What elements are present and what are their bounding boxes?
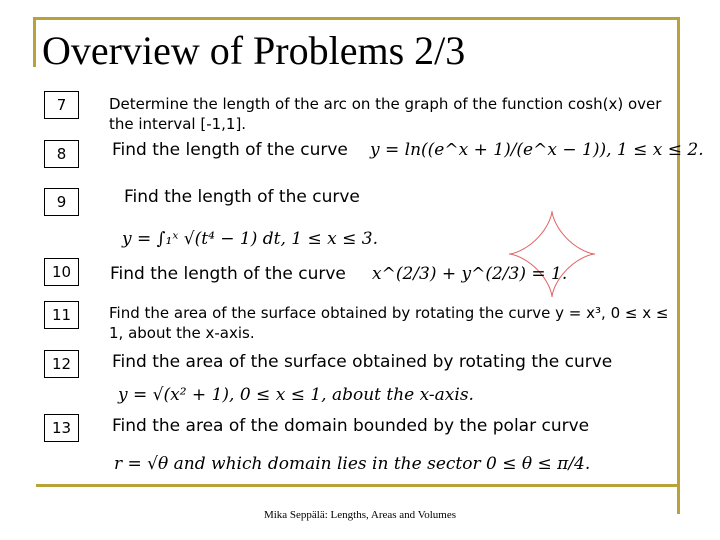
problem-8-formula: y = ln((e^x + 1)/(e^x − 1)), 1 ≤ x ≤ 2.: [370, 140, 704, 160]
slide-frame-right: [677, 17, 680, 514]
slide-frame-top: [36, 17, 679, 20]
problem-9-formula: y = ∫₁ˣ √(t⁴ − 1) dt, 1 ≤ x ≤ 3.: [122, 229, 379, 249]
slide-frame-bottom: [36, 484, 679, 487]
problem-9-text: Find the length of the curve: [124, 187, 360, 207]
problem-13-text: Find the area of the domain bounded by the polar curve: [112, 416, 590, 436]
problem-12-formula: y = √(x² + 1), 0 ≤ x ≤ 1, about the x-axis.: [118, 385, 474, 405]
problem-10-formula: x^(2/3) + y^(2/3) = 1.: [372, 264, 568, 284]
problem-8-text: Find the length of the curve: [112, 140, 348, 160]
problem-12-text: Find the area of the surface obtained by rotating the curve: [112, 352, 613, 372]
problem-number-10: 10: [44, 258, 79, 286]
problem-13-formula: r = √θ and which domain lies in the sector 0 ≤ θ ≤ π/4.: [114, 454, 591, 474]
slide-title: Overview of Problems 2/3: [42, 28, 466, 73]
astroid-graph: [505, 207, 599, 301]
problem-number-8: 8: [44, 140, 79, 168]
problem-10-text: Find the length of the curve: [110, 264, 346, 284]
problem-11-text: Find the area of the surface obtained by rotating the curve y = x³, 0 ≤ x ≤ 1, about the x-axis.: [109, 304, 669, 342]
problem-number-7: 7: [44, 91, 79, 119]
slide-frame-left: [33, 17, 36, 67]
problem-number-9: 9: [44, 188, 79, 216]
problem-number-11: 11: [44, 301, 79, 329]
problem-number-13: 13: [44, 414, 79, 442]
problem-7-text: Determine the length of the arc on the graph of the function cosh(x) over the interval [-1,1].: [109, 95, 662, 133]
slide-footer: Mika Seppälä: Lengths, Areas and Volumes: [263, 509, 457, 521]
problem-number-12: 12: [44, 350, 79, 378]
